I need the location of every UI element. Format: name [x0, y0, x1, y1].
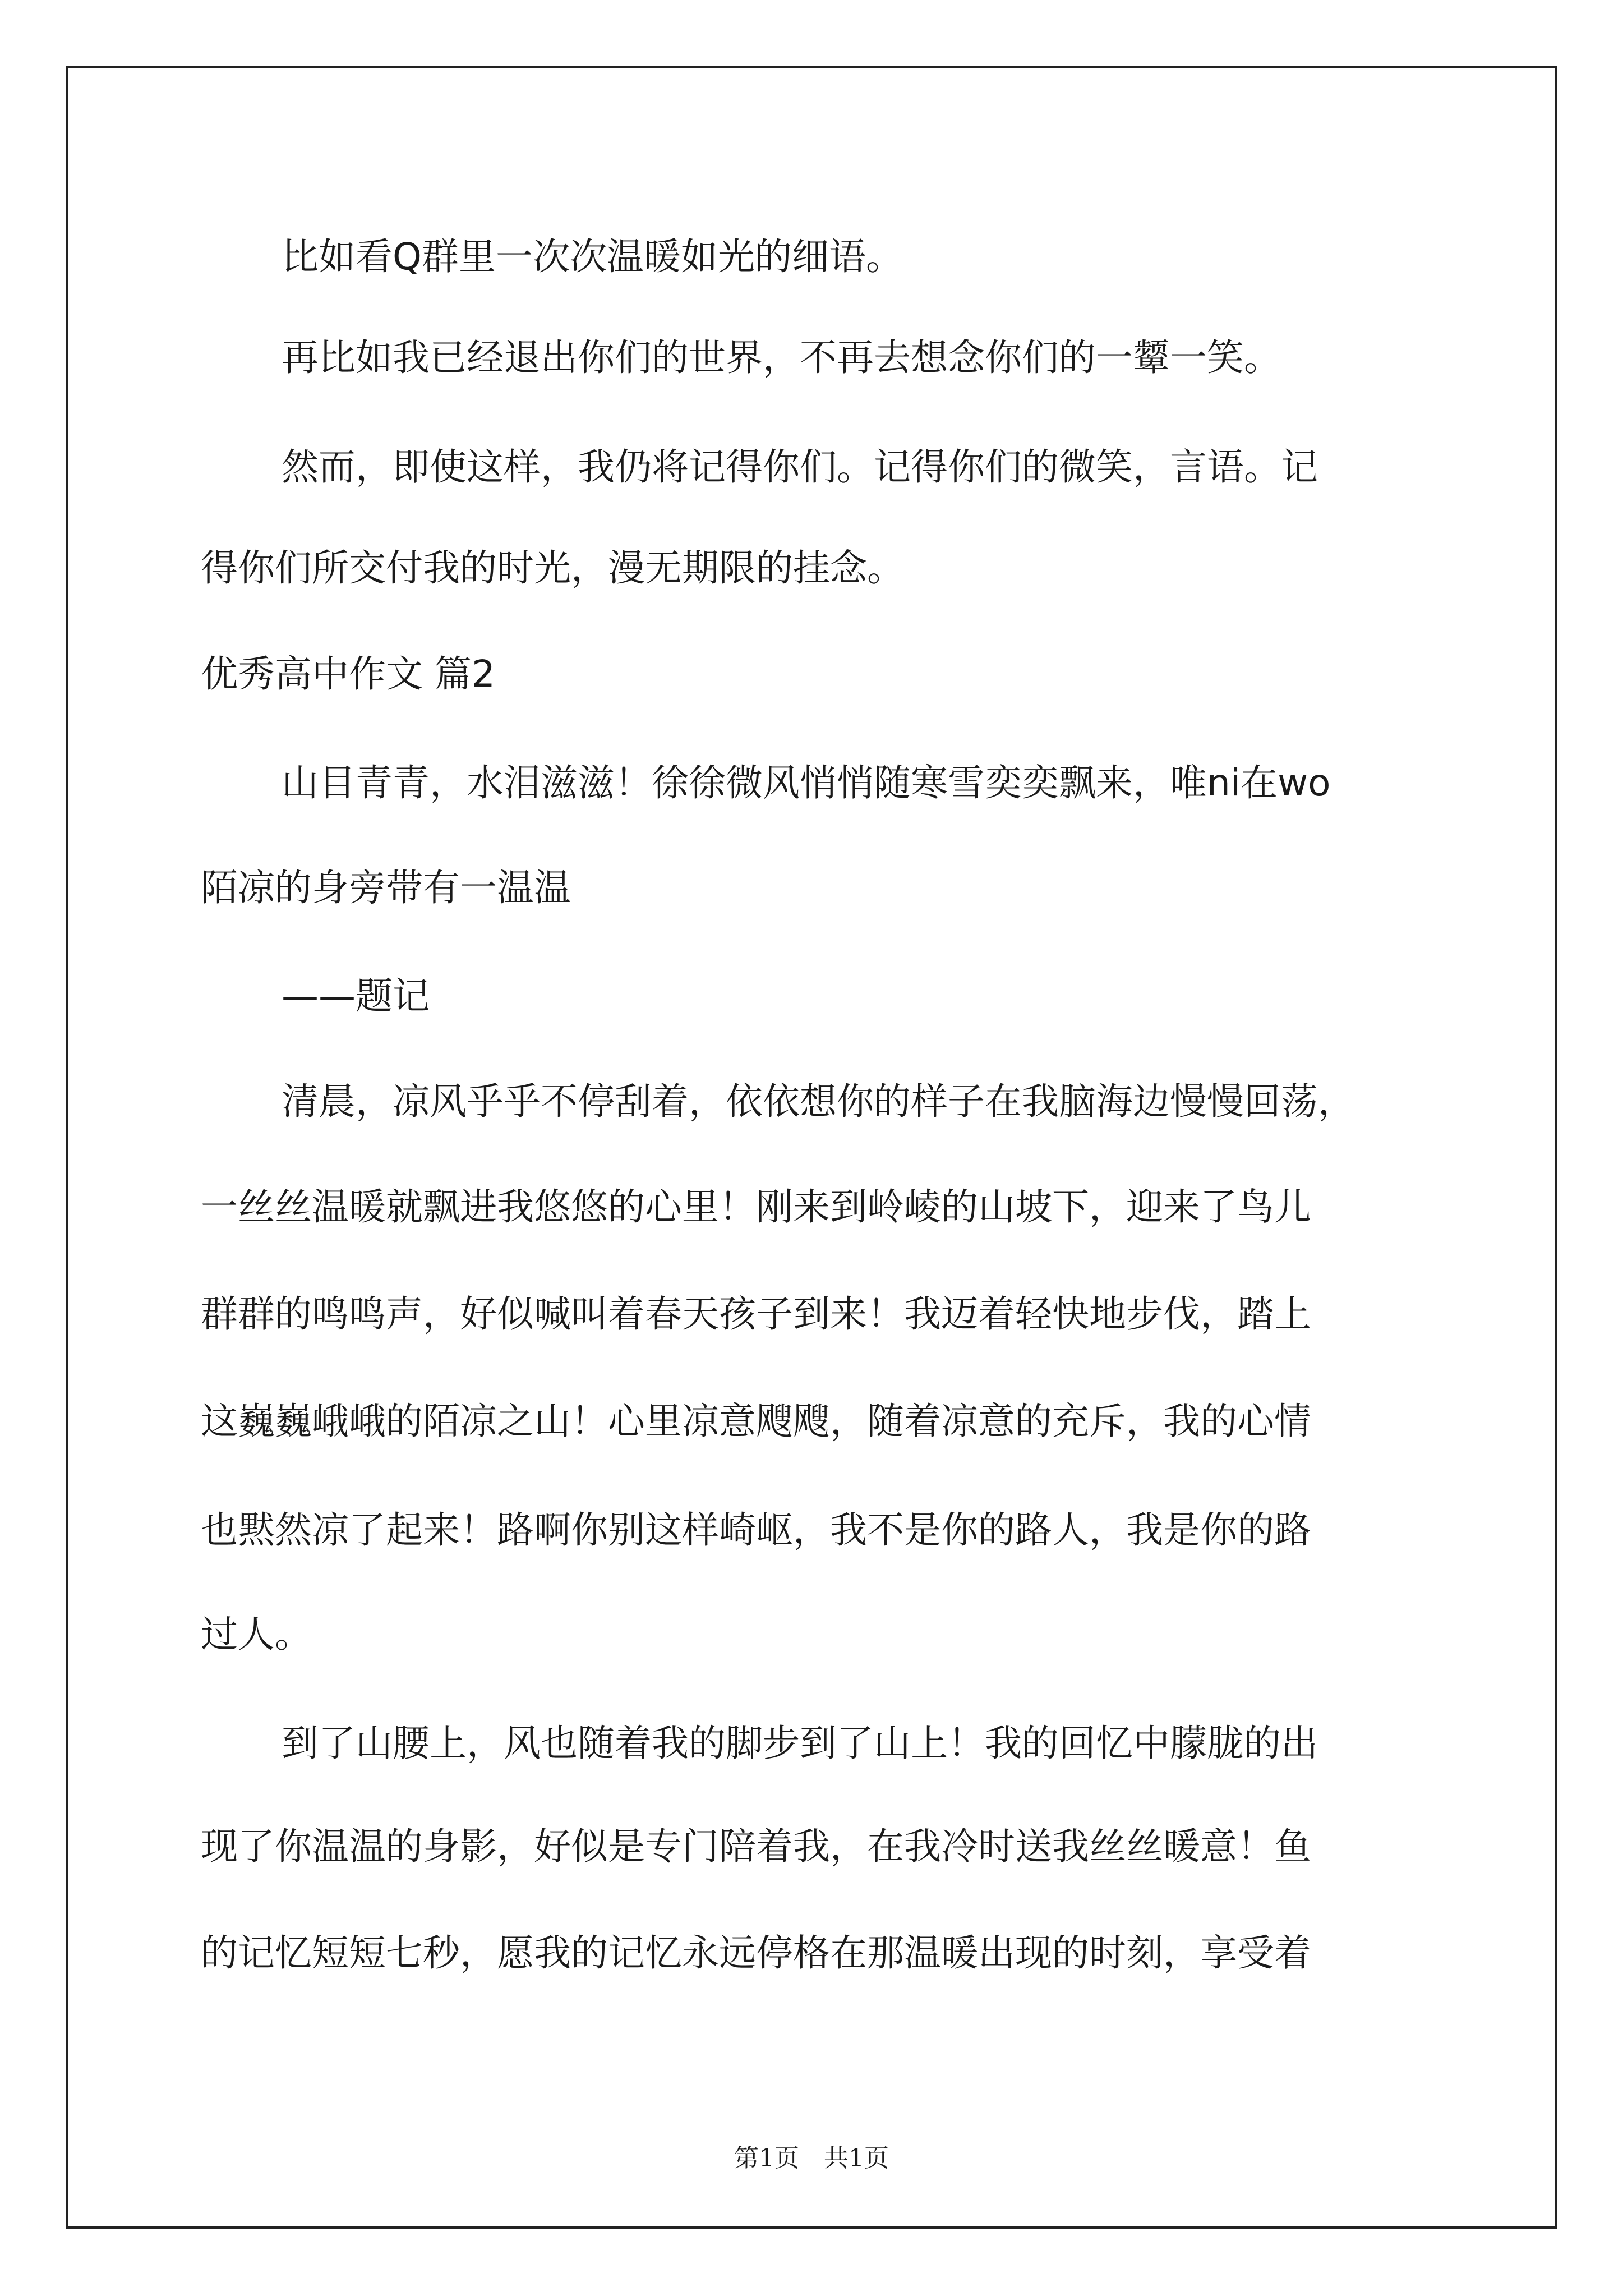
- paragraph-line: 得你们所交付我的时光，漫无期限的挂念。: [201, 546, 904, 590]
- page-number-footer: 第1页 共1页: [734, 2144, 889, 2173]
- paragraph-line: 这巍巍峨峨的陌凉之山！心里凉意飕飕，随着凉意的充斥，我的心情: [201, 1400, 1311, 1443]
- epigraph-attribution: ——题记: [282, 974, 430, 1018]
- paragraph-line: 再比如我已经退出你们的世界，不再去想念你们的一颦一笑。: [282, 336, 1281, 379]
- paragraph-line: 清晨，凉风乎乎不停刮着，依依想你的样子在我脑海边慢慢回荡，: [282, 1080, 1355, 1123]
- paragraph-line: 的记忆短短七秒，愿我的记忆永远停格在那温暖出现的时刻，享受着: [201, 1931, 1311, 1975]
- section-heading: 优秀高中作文 篇2: [201, 652, 495, 696]
- paragraph-line: 过人。: [201, 1613, 312, 1656]
- paragraph-line: 也黙然凉了起来！路啊你别这样崎岖，我不是你的路人，我是你的路: [201, 1508, 1311, 1552]
- paragraph-line: 一丝丝温暖就飘进我悠悠的心里！刚来到岭崚的山坡下，迎来了鸟儿: [201, 1185, 1311, 1228]
- paragraph-line: 然而，即使这样，我仍将记得你们。记得你们的微笑，言语。记: [282, 445, 1318, 489]
- paragraph-line: 山目青青，水泪滋滋！徐徐微风悄悄随寒雪奕奕飘来，唯ni在wo: [282, 761, 1331, 804]
- paragraph-line: 现了你温温的身影，好似是专门陪着我，在我冷时送我丝丝暖意！鱼: [201, 1825, 1311, 1868]
- paragraph-line: 到了山腰上，风也随着我的脚步到了山上！我的回忆中朦胧的出: [282, 1722, 1318, 1765]
- page-border: [66, 66, 1557, 2229]
- paragraph-line: 陌凉的身旁带有一温温: [201, 866, 571, 909]
- paragraph-line: 比如看Q群里一次次温暖如光的细语。: [282, 235, 903, 278]
- paragraph-line: 群群的鸣鸣声，好似喊叫着春天孩子到来！我迈着轻快地步伐，踏上: [201, 1292, 1311, 1336]
